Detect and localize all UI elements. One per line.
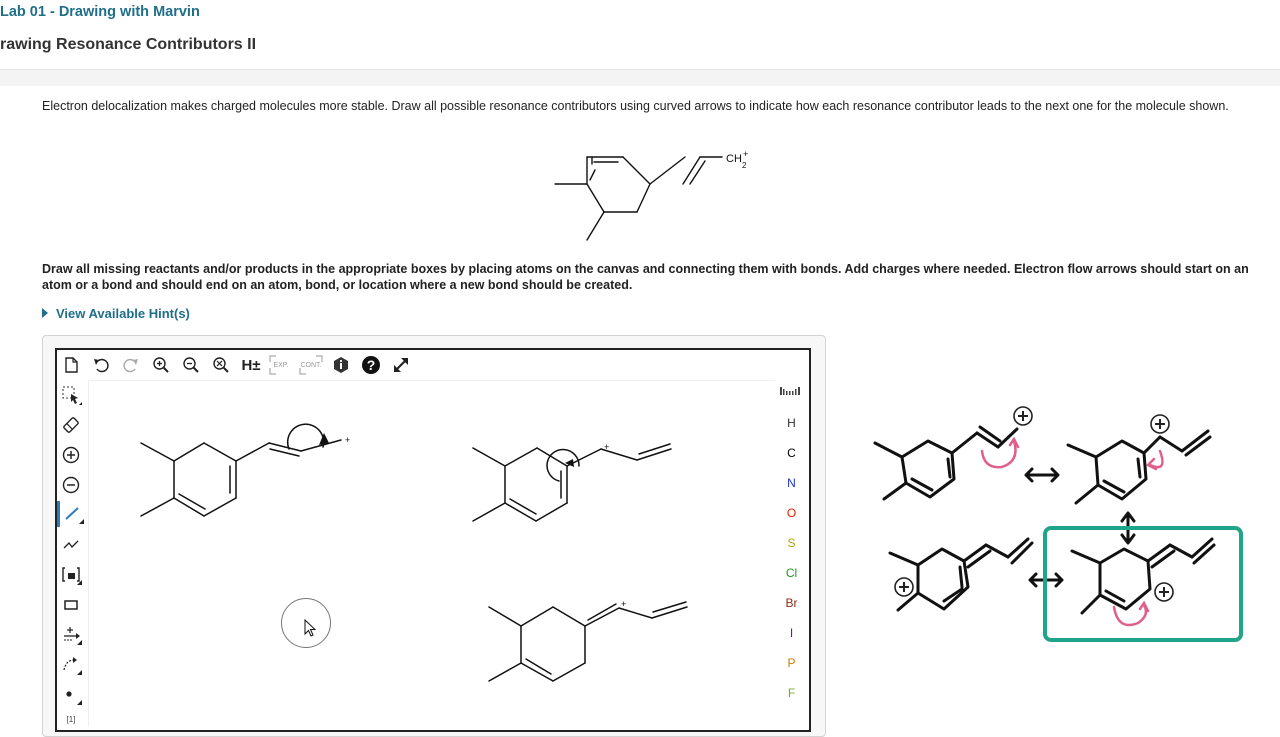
zoom-in-icon[interactable] (149, 353, 173, 377)
periodic-table-icon[interactable] (780, 386, 802, 396)
canvas-structure-2 (473, 444, 671, 521)
expand-triangle-icon (42, 308, 48, 318)
canvas-structure-3 (489, 602, 687, 681)
given-molecule-structure (540, 140, 780, 250)
header-band (0, 70, 1280, 86)
mouse-pointer-icon (303, 619, 317, 639)
zoom-out-icon[interactable] (179, 353, 203, 377)
selection-tool-icon[interactable] (57, 382, 85, 408)
answer-instructions: Draw all missing reactants and/or products in the appropriate boxes by placing atoms on the canvas and connecting them with bonds. Add charges where needed. Electron flow arrows should start on an atom or a bond and should end on an atom, bond, or location where a new bond should be created. (42, 262, 1249, 292)
element-cl-button[interactable]: Cl (785, 566, 798, 580)
ch2-subscript: 2 (742, 161, 747, 170)
element-p-button[interactable]: P (787, 656, 796, 670)
eraser-icon[interactable] (57, 412, 85, 438)
element-h-button[interactable]: H (787, 416, 796, 430)
undo-icon[interactable] (89, 353, 113, 377)
lab-title[interactable]: Lab 01 - Drawing with Marvin (0, 4, 200, 20)
canvas-structure-1 (141, 424, 341, 516)
single-bond-icon[interactable] (57, 501, 85, 527)
contract-group-icon[interactable]: CONT. (299, 353, 323, 377)
drawing-canvas[interactable] (88, 380, 775, 726)
zoom-reset-icon[interactable] (209, 353, 233, 377)
ch2-plus-charge: + (743, 149, 749, 159)
svg-text:?: ? (366, 357, 376, 373)
sketch-structure-2 (1068, 431, 1210, 503)
element-palette (778, 380, 805, 725)
sketch-structure-1 (875, 427, 1017, 499)
template-tool-icon[interactable] (57, 562, 85, 588)
hydrogen-toggle-icon[interactable]: H± (241, 356, 261, 374)
question-intro: Electron delocalization makes charged molecules more stable. Draw all possible resonance contributors using curved arrows to indicate how each resonance contributor leads to the next one for the molecule shown. (42, 99, 1229, 113)
element-f-button[interactable]: F (787, 686, 796, 700)
electron-dot-icon[interactable] (57, 682, 85, 708)
element-o-button[interactable]: O (786, 506, 797, 520)
carbocation-charge-2: + (604, 442, 610, 452)
page-title: rawing Resonance Contributors II (0, 36, 257, 53)
redo-icon[interactable] (119, 353, 143, 377)
canvas-structures (89, 381, 775, 726)
ch2-label: CH (726, 153, 742, 165)
sketch-structure-4 (1072, 539, 1214, 613)
carbocation-charge-1: + (345, 435, 351, 445)
positive-charge-icon[interactable] (57, 442, 85, 468)
element-br-button[interactable]: Br (785, 596, 798, 610)
answer-highlight-box (1045, 528, 1241, 640)
view-hints-label: View Available Hint(s) (56, 306, 190, 321)
element-i-button[interactable]: I (789, 626, 794, 640)
atom-map-tool[interactable]: [1] (66, 714, 76, 724)
negative-charge-icon[interactable] (57, 472, 85, 498)
electron-flow-arrow-icon[interactable] (57, 652, 85, 678)
expand-group-icon[interactable]: EXP. (269, 353, 293, 377)
element-n-button[interactable]: N (787, 476, 796, 490)
reaction-arrow-icon[interactable] (57, 622, 85, 648)
new-document-icon[interactable] (59, 353, 83, 377)
editor-left-toolbar (57, 380, 87, 724)
element-c-button[interactable]: C (787, 446, 796, 460)
chain-tool-icon[interactable] (57, 532, 85, 558)
info-icon[interactable] (329, 353, 353, 377)
fullscreen-icon[interactable] (389, 353, 413, 377)
view-hints-link[interactable] (42, 306, 190, 321)
help-icon[interactable] (359, 353, 383, 377)
editor-top-toolbar (57, 350, 777, 378)
sketch-structure-3 (890, 539, 1032, 610)
handdrawn-resonance-diagram (860, 395, 1270, 655)
rectangle-shape-icon[interactable] (57, 592, 85, 618)
carbocation-charge-3: + (621, 599, 627, 609)
element-s-button[interactable]: S (787, 536, 796, 550)
